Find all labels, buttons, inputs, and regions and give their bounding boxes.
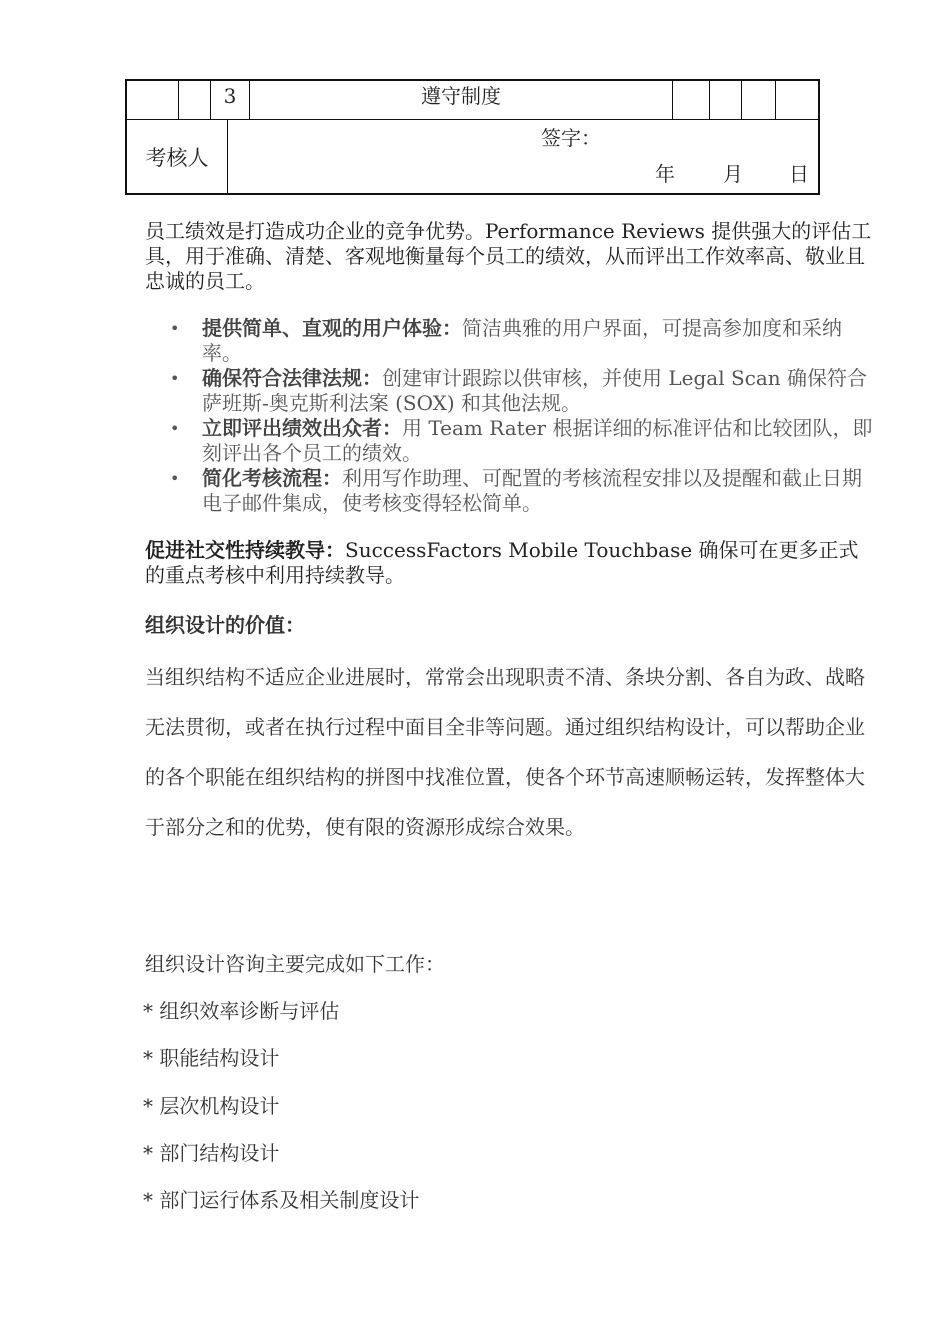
table-cell	[179, 81, 211, 119]
list-item	[170, 316, 875, 366]
list-item	[170, 366, 875, 416]
list-item	[170, 466, 875, 516]
list-item: * 层次机构设计	[143, 1094, 280, 1118]
feature-text: 简洁典雅的用户界面，可提高参加度和采纳率。	[202, 316, 842, 365]
list-item: * 部门运行体系及相关制度设计	[143, 1188, 420, 1212]
signature-label: 签字：	[541, 126, 601, 150]
value-paragraph: 当组织结构不适应企业进展时，常常会出现职责不清、条块分割、各自为政、战略无法贯彻，或者在执行过程中面目全非等问题。通过组织结构设计，可以帮助企业的各个职能在组织结构的拼图中找准位置，使各个环节高速顺畅运转，发挥整体大于部分之和的优势，使有限的资源形成综合效果。	[145, 665, 865, 839]
work-heading: 组织设计咨询主要完成如下工作：	[145, 952, 445, 976]
list-item: * 职能结构设计	[143, 1046, 280, 1070]
feature-text: 利用写作助理、可配置的考核流程安排以及提醒和截止日期电子邮件集成，使考核变得轻松简单。	[202, 466, 862, 515]
feature-title: 简化考核流程：	[202, 466, 342, 490]
coaching-text: SuccessFactors Mobile Touchbase 确保可在更多正式的重点考核中利用持续教导。	[145, 538, 859, 587]
table-cell	[127, 81, 179, 119]
table-cell-number: 3	[211, 81, 250, 119]
date-month-label: 月	[723, 162, 743, 186]
intro-paragraph: 员工绩效是打造成功企业的竞争优势。Performance Reviews 提供强大的评估工具，用于准确、清楚、客观地衡量每个员工的绩效，从而评出工作效率高、敬业且忠诚的员工。	[145, 219, 872, 293]
table-cell	[673, 81, 710, 119]
table-cell	[742, 81, 776, 119]
table-cell	[776, 81, 818, 119]
bullet-icon: •	[170, 469, 180, 488]
date-day-label: 日	[789, 162, 809, 186]
feature-title: 确保符合法律法规：	[202, 366, 382, 390]
feature-title: 提供简单、直观的用户体验：	[202, 316, 462, 340]
coaching-title: 促进社交性持续教导：	[145, 538, 345, 562]
section-heading: 组织设计的价值：	[145, 613, 305, 637]
assessor-label: 考核人	[127, 120, 228, 193]
table-cell	[710, 81, 742, 119]
coaching-paragraph	[145, 538, 875, 588]
feature-text: 用 Team Rater 根据详细的标准评估和比较团队，即刻评出各个员工的绩效。	[202, 416, 873, 465]
evaluation-table	[125, 79, 820, 195]
bullet-icon: •	[170, 419, 180, 438]
list-item: * 部门结构设计	[143, 1141, 280, 1165]
bullet-icon: •	[170, 369, 180, 388]
bullet-icon: •	[170, 319, 180, 338]
feature-list	[170, 316, 875, 516]
date-year-label: 年	[655, 162, 675, 186]
feature-text: 创建审计跟踪以供审核，并使用 Legal Scan 确保符合萨班斯-奥克斯利法案 (SOX) 和其他法规。	[202, 366, 868, 415]
table-cell-item: 遵守制度	[250, 81, 673, 119]
table-row-signature	[127, 120, 818, 193]
list-item	[170, 416, 875, 466]
table-row	[127, 81, 818, 120]
feature-title: 立即评出绩效出众者：	[202, 416, 402, 440]
list-item: * 组织效率诊断与评估	[143, 999, 340, 1023]
